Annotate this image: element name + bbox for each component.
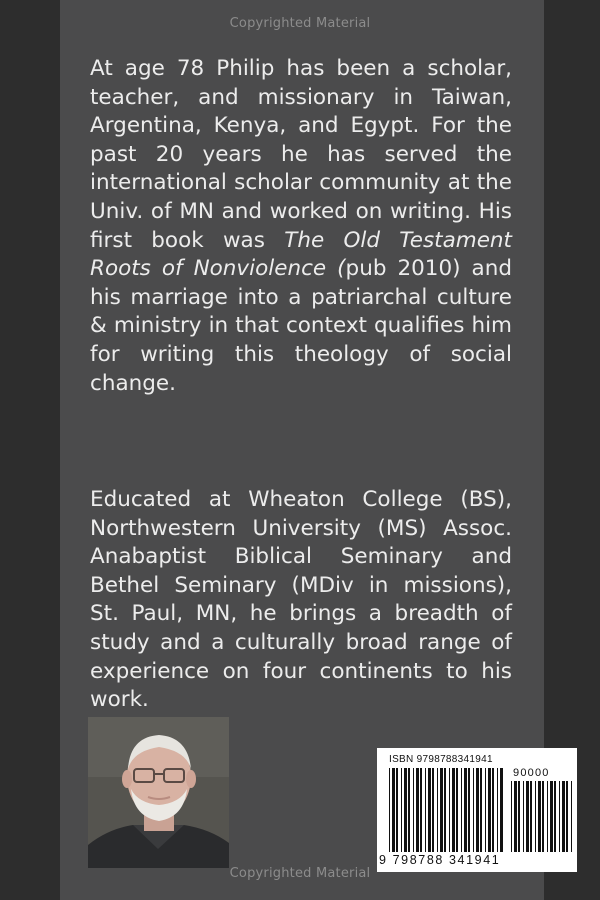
isbn-label: ISBN 9798788341941 <box>389 754 493 765</box>
author-portrait-image <box>88 717 229 868</box>
barcode-bar <box>416 768 419 852</box>
barcode-bar <box>523 781 524 852</box>
barcode-bar <box>562 781 565 852</box>
barcode-bar <box>425 768 426 852</box>
barcode-bar <box>526 781 529 852</box>
barcode-bar <box>492 768 494 852</box>
barcode-bar <box>500 768 503 852</box>
barcode-bar <box>437 768 438 852</box>
barcode-bar <box>480 768 482 852</box>
barcode-bar <box>542 781 544 852</box>
bio-text-start: At age 78 Philip has been a scholar, teacher, and missionary in Taiwan, Argentina, Kenya, and Egypt. For the past 20 years he has served the international scholar community at the Univ. of MN and worked on writing. His first book was <box>90 56 512 253</box>
barcode-bar <box>530 781 532 852</box>
barcode-bar <box>432 768 434 852</box>
author-photo <box>88 717 229 868</box>
barcode-bar <box>456 768 458 852</box>
barcode-bar <box>461 768 462 852</box>
barcode-bar <box>392 768 395 852</box>
isbn-barcode <box>377 748 577 872</box>
barcode-bar <box>497 768 498 852</box>
barcode-bar <box>449 768 450 852</box>
barcode-bar <box>476 768 479 852</box>
barcode-bar <box>559 781 560 852</box>
barcode-bar <box>518 781 520 852</box>
barcode-bar <box>566 781 568 852</box>
barcode-bar <box>440 768 443 852</box>
barcode-bar <box>485 768 486 852</box>
barcode-bar <box>488 768 491 852</box>
bio-paragraph-2: Educated at Wheaton College (BS), Northwestern University (MS) Assoc. Anabaptist Biblical Seminary and Bethel Seminary (MDiv in missions), St. Paul, MN, he brings a breadth of study and a culturally broad range of experience on four continents to his work. <box>90 487 512 713</box>
barcode-bar <box>396 768 398 852</box>
barcode-bar <box>554 781 556 852</box>
barcode-bar <box>535 781 536 852</box>
bio-text-end: pub 2010) and his marriage into a patriarchal culture & ministry in that context qualifies him for writing this theology of social change. <box>90 256 512 396</box>
barcode-bar <box>389 768 390 852</box>
isbn-digits: 9 798788 341941 <box>379 853 501 867</box>
book-title: The Old Testament Roots of Nonviolence ( <box>90 227 512 282</box>
barcode-bar <box>408 768 410 852</box>
barcode-bar <box>464 768 467 852</box>
barcode-bar <box>514 781 517 852</box>
barcode-bar <box>468 768 470 852</box>
barcode-bar <box>401 768 402 852</box>
barcode-bar <box>452 768 455 852</box>
barcode-bar <box>444 768 446 852</box>
barcode-bar <box>550 781 553 852</box>
price-code: 90000 <box>513 767 550 779</box>
barcode-bar <box>404 768 407 852</box>
barcode-bar <box>413 768 414 852</box>
barcode-bar <box>428 768 431 852</box>
barcode-bar <box>473 768 474 852</box>
bio-paragraph-1 <box>90 55 512 398</box>
barcode-bar <box>571 781 572 852</box>
barcode-bar <box>547 781 548 852</box>
barcode-bar <box>538 781 541 852</box>
barcode-bar <box>420 768 422 852</box>
watermark-top: Copyrighted Material <box>229 16 371 31</box>
barcode-bar <box>511 781 512 852</box>
watermark-bottom: Copyrighted Material <box>229 866 371 881</box>
